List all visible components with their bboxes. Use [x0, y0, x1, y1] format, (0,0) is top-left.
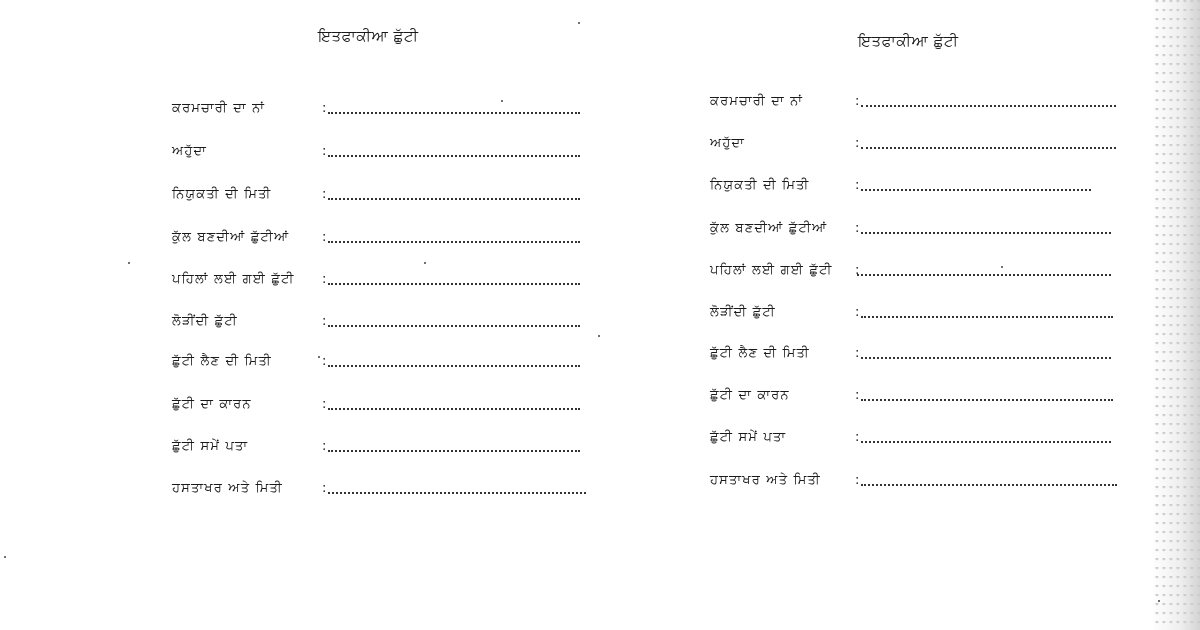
fill-in-line[interactable]	[857, 274, 1111, 276]
fill-in-line[interactable]	[328, 112, 580, 114]
fill-in-line[interactable]	[328, 408, 580, 410]
fill-in-line[interactable]	[328, 198, 580, 200]
scan-speck	[318, 356, 320, 358]
field-colon: :	[855, 94, 860, 109]
field-colon: :	[322, 101, 327, 116]
field-label: ਅਹੁੱਦਾ	[710, 136, 746, 151]
fill-in-line[interactable]	[861, 441, 1111, 443]
field-colon: :	[855, 221, 860, 236]
field-label: ਨਿਯੁਕਤੀ ਦੀ ਮਿਤੀ	[172, 187, 272, 202]
field-label: ਨਿਯੁਕਤੀ ਦੀ ਮਿਤੀ	[710, 178, 810, 193]
field-label: ਹਸਤਾਖਰ ਅਤੇ ਮਿਤੀ	[710, 473, 821, 488]
field-label: ਛੁੱਟੀ ਦਾ ਕਾਰਨ	[710, 388, 790, 403]
field-colon: :	[322, 230, 327, 245]
field-colon: :	[855, 136, 860, 151]
field-label: ਛੁੱਟੀ ਦਾ ਕਾਰਨ	[172, 397, 252, 412]
fill-in-line[interactable]	[861, 357, 1111, 359]
scan-speck	[501, 100, 503, 102]
field-colon: :	[855, 473, 860, 488]
field-label: ਪਹਿਲਾਂ ਲਈ ਗਈ ਛੁੱਟੀ	[710, 263, 833, 278]
fill-in-line[interactable]	[861, 399, 1113, 401]
field-label: ਕਰਮਚਾਰੀ ਦਾ ਨਾਂ	[710, 94, 804, 109]
fill-in-line[interactable]	[861, 147, 1116, 149]
fill-in-line[interactable]	[328, 325, 580, 327]
field-colon: :	[855, 305, 860, 320]
field-colon: :	[322, 481, 327, 496]
scan-speck	[1158, 600, 1160, 602]
fill-in-line[interactable]	[328, 450, 580, 452]
fill-in-line[interactable]	[328, 283, 580, 285]
scan-speck	[424, 262, 426, 264]
field-colon: :	[322, 187, 327, 202]
field-colon: :	[322, 354, 327, 369]
field-label: ਅਹੁੱਦਾ	[172, 144, 208, 159]
field-colon: :	[322, 439, 327, 454]
field-label: ਹਸਤਾਖਰ ਅਤੇ ਮਿਤੀ	[172, 481, 283, 496]
scan-shadow-edge	[1152, 0, 1200, 630]
fill-in-line[interactable]	[328, 155, 580, 157]
field-label: ਪਹਿਲਾਂ ਲਈ ਗਈ ਛੁੱਟੀ	[172, 272, 295, 287]
scan-speck	[578, 22, 580, 24]
field-label: ਲੋੜੀਂਦੀ ਛੁੱਟੀ	[710, 305, 776, 320]
field-colon: :	[322, 144, 327, 159]
field-label: ਲੋੜੀਂਦੀ ਛੁੱਟੀ	[172, 314, 238, 329]
fill-in-line[interactable]	[861, 316, 1113, 318]
field-label: ਛੁੱਟੀ ਲੈਣ ਦੀ ਮਿਤੀ	[172, 354, 272, 369]
field-colon: :	[855, 388, 860, 403]
field-label: ਛੁੱਟੀ ਸਮੇਂ ਪਤਾ	[710, 430, 787, 445]
field-colon: :	[855, 346, 860, 361]
field-colon: :	[855, 263, 860, 278]
scan-speck	[4, 556, 6, 558]
field-label: ਛੁੱਟੀ ਸਮੇਂ ਪਤਾ	[172, 439, 249, 454]
field-colon: :	[322, 397, 327, 412]
fill-in-line[interactable]	[328, 241, 580, 243]
scan-speck	[1001, 266, 1003, 268]
field-colon: :	[322, 272, 327, 287]
field-label: ਕੁੱਲ ਬਣਦੀਆਂ ਛੁੱਟੀਆਂ	[172, 230, 290, 245]
fill-in-line[interactable]	[861, 484, 1117, 486]
leave-form-right	[600, 0, 1200, 630]
field-colon: :	[855, 178, 860, 193]
fill-in-line[interactable]	[861, 105, 1116, 107]
form-title: ਇਤਫਾਕੀਆ ਛੁੱਟੀ	[858, 32, 959, 50]
fill-in-line[interactable]	[328, 365, 580, 367]
field-label: ਛੁੱਟੀ ਲੈਣ ਦੀ ਮਿਤੀ	[710, 346, 810, 361]
fill-in-line[interactable]	[861, 189, 1091, 191]
fill-in-line[interactable]	[861, 232, 1111, 234]
field-label: ਕੁੱਲ ਬਣਦੀਆਂ ਛੁੱਟੀਆਂ	[710, 221, 828, 236]
field-label: ਕਰਮਚਾਰੀ ਦਾ ਨਾਂ	[172, 101, 266, 116]
fill-in-line[interactable]	[328, 492, 586, 494]
field-colon: :	[855, 430, 860, 445]
field-colon: :	[322, 314, 327, 329]
form-title: ਇਤਫਾਕੀਆ ਛੁੱਟੀ	[318, 27, 419, 45]
scan-speck	[598, 335, 600, 337]
scan-speck	[128, 262, 130, 264]
